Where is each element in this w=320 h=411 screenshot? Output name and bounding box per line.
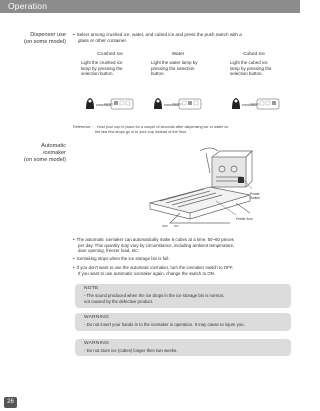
bullet-dot: • [73, 237, 75, 242]
bullet-text: Icemaking stops when the ice storage bin is full. [76, 256, 170, 261]
bullet-dot: • [73, 256, 75, 261]
icemaker-bullet-2 [73, 256, 291, 262]
heading-line: Dispenser use [30, 32, 66, 38]
reference-note [73, 125, 288, 135]
column-heading-water: Water [171, 52, 185, 57]
panel-label: DISPENSER [96, 104, 111, 107]
power-switch-label: Power [250, 192, 260, 196]
panel-label: DISPENSER [242, 104, 257, 107]
reference-text: Hold your cup in place for a couple of seconds after dispensing ice or water so [96, 125, 229, 129]
dispenser-bullet [73, 32, 288, 44]
text-line: Light the crushed ice [81, 60, 123, 65]
note-text [84, 293, 284, 304]
note-line: not caused by the defective product. [84, 298, 154, 304]
bullet-text: If you want to use automatic icemaker again, change the switch to ON. [78, 270, 216, 276]
dispenser-panel-cubed [230, 95, 284, 112]
warning-title: WARNING [84, 341, 110, 346]
bullet-dot: • [73, 32, 75, 37]
reference-label: Reference : [73, 125, 93, 129]
bullet-text: door opening, freezer load, etc. [78, 248, 139, 254]
reference-text: the last few drops go in to your cup instead of the floor. [95, 130, 188, 134]
page-number: 26 [4, 397, 17, 408]
note-line: - The sound produced when the ice drops in the ice storage bin is normal, [84, 293, 224, 298]
note-title: NOTE [84, 286, 99, 291]
column-text-crushed [81, 60, 123, 77]
text-line: selection button. [81, 71, 114, 77]
bullet-dot: • [73, 265, 75, 270]
text-line: pressing the selection [151, 65, 195, 71]
warning-line: - Do not store ice (cubes) longer then two weeks. [84, 348, 178, 353]
icemaker-bullet-3 [73, 265, 291, 276]
bullet-text: If you don't want to use the automatic icemaker, turn the icemaker switch to OFF. [76, 265, 234, 270]
dispenser-use-heading [0, 32, 66, 46]
column-heading-cubed: Cubed Ice [243, 52, 265, 57]
bullet-text: per day. This quantity may vary by circumstance, including ambient temperature, [78, 242, 235, 248]
section-header-bar [0, 0, 300, 13]
dispenser-panel-water [152, 95, 206, 112]
heading-line: Automatic [41, 143, 66, 149]
icemaker-diagram [140, 143, 270, 231]
column-text-water [151, 60, 198, 77]
warning-box [75, 339, 291, 356]
power-switch-label: Switch [250, 196, 260, 200]
column-heading-crushed: Crushed Ice [97, 52, 123, 57]
bullet-text: glass or other container. [78, 38, 128, 43]
panel-label: DISPENSER [164, 104, 179, 107]
text-line: lamp by pressing the [230, 65, 272, 71]
warning-title: WARNING [84, 315, 110, 320]
heading-line: (on some model) [24, 157, 66, 163]
off-label: OFF [162, 224, 168, 228]
bullet-text: Select among crushed ice, water, and cubed ice and press the push switch with a [76, 32, 242, 37]
icemaker-bullet-1 [73, 237, 291, 254]
note-box [75, 284, 291, 308]
column-text-cubed [230, 60, 272, 77]
automatic-icemaker-heading [0, 143, 66, 164]
warning-text [84, 322, 284, 328]
on-label: ON [174, 224, 179, 228]
text-line: Light the water lamp by [151, 60, 198, 65]
text-line: Light the cubed ice [230, 60, 268, 65]
dispenser-panel-crushed [84, 95, 138, 112]
bullet-text: The automatic icemaker can automatically make 6 cubes at a time, 50~60 pieces [76, 237, 234, 242]
warning-line: - Do not insert your hands in to the icemaker in operation. It may cause to injure you. [84, 322, 245, 327]
text-line: lamp by pressing the [81, 65, 123, 71]
section-title: Operation [8, 1, 48, 11]
text-line: selection button. [230, 71, 263, 77]
warning-text [84, 348, 284, 354]
feeler-arm-label: Feeler Arm [236, 217, 253, 221]
heading-line: icemaker [43, 150, 66, 156]
heading-line: (on some model) [24, 39, 66, 45]
text-line: button. [151, 71, 165, 77]
warning-box [75, 313, 291, 331]
